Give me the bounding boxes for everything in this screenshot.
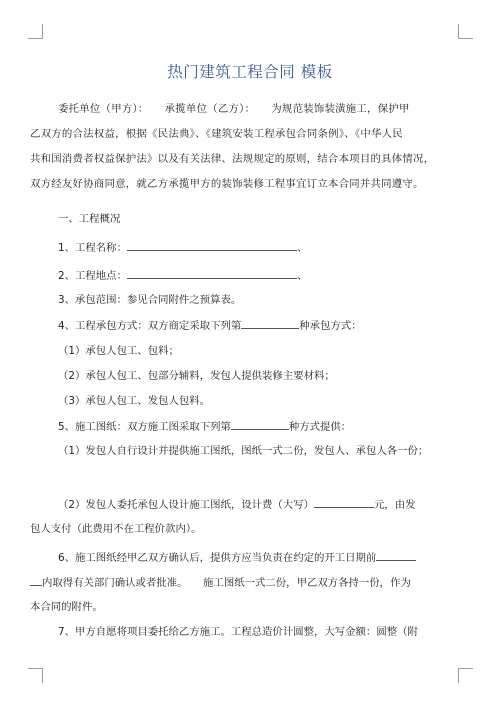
option-drawings-1: （1）发包人自行设计并提供施工图纸，图纸一式二份，发包人、承包人各一份； — [58, 445, 429, 457]
clause-text: 内取得有关部门确认或者批准。 施工图纸一式二份，甲乙双方各持一份，作为 — [42, 577, 411, 589]
option-drawings-2 — [58, 497, 416, 512]
clause-suffix: 种方式提供： — [288, 421, 352, 433]
clause-project-location — [58, 268, 307, 283]
clause-drawings — [58, 419, 351, 434]
section-heading-project-overview: 一、工程概况 — [58, 213, 121, 225]
fill-blank-drawing-method[interactable] — [231, 419, 289, 430]
paragraph-preamble-line-1: 委托单位（甲方）： 承揽单位（乙方）： 为规范装饰装潢施工，保护甲 — [58, 103, 410, 115]
option-method-2: （2）承包人包工、包部分辅料，发包人提供装修主要材料； — [58, 370, 335, 382]
clause-contract-scope: 3、承包范围：参见合同附件之预算表。 — [58, 294, 242, 306]
clause-suffix: 、 — [296, 242, 308, 254]
clause-label: 5、施工图纸：双方施工图采取下列第 — [58, 421, 231, 433]
fill-blank-project-location[interactable] — [127, 268, 297, 279]
clause-suffix: 、 — [296, 270, 308, 282]
clause-suffix: 种承包方式： — [299, 320, 362, 332]
crop-mark-bottom-left — [28, 668, 43, 683]
option-method-1: （1）承包人包工、包料； — [58, 345, 179, 357]
fill-blank-design-fee[interactable] — [314, 497, 374, 508]
clause-label: 1、工程名称： — [58, 242, 127, 254]
fill-blank-contract-method[interactable] — [241, 318, 299, 329]
clause-contract-method — [58, 318, 362, 333]
document-title: 热门建筑工程合同 模板 — [167, 63, 333, 81]
option-drawings-2-continued: 包人支付（此费用不在工程价款内）。 — [30, 523, 202, 535]
clause-drawing-approval — [58, 550, 416, 565]
paragraph-preamble-line-2: 乙双方的合法权益，根据《民法典》、《建筑安装工程承包合同条例》、《中华人民 — [30, 128, 403, 140]
fill-blank-approval-deadline-end[interactable] — [30, 575, 42, 586]
crop-mark-top-right — [458, 24, 473, 39]
paragraph-preamble-line-3: 共和国消费者权益保护法》以及有关法律、法规规定的原则，结合本项目的具体情况， — [30, 153, 435, 165]
fill-blank-project-name[interactable] — [127, 240, 297, 251]
clause-project-name — [58, 240, 307, 255]
crop-mark-top-left — [28, 24, 43, 39]
crop-mark-bottom-right — [458, 668, 473, 683]
clause-total-cost: 7、甲方自愿将项目委托给乙方施工。工程总造价计圆整，大写金额：圆整（附 — [58, 626, 418, 638]
clause-drawing-approval-continued — [30, 575, 411, 590]
clause-drawing-approval-end: 本合同的附件。 — [30, 601, 103, 613]
clause-label: 4、工程承包方式：双方商定采取下列第 — [58, 320, 242, 332]
clause-suffix: 元，由发 — [373, 499, 416, 511]
fill-blank-approval-deadline[interactable] — [376, 550, 416, 561]
paragraph-preamble-line-4: 双方经友好协商同意，就乙方承揽甲方的装饰装修工程事宜订立本合同并共同遵守。 — [30, 178, 424, 190]
clause-label: 2、工程地点： — [58, 270, 127, 282]
clause-label: 6、施工图纸经甲乙双方确认后，提供方应当负责在约定的开工日期前 — [58, 552, 377, 564]
clause-label: （2）发包人委托承包人设计施工图纸，设计费（大写） — [58, 499, 314, 511]
option-method-3: （3）承包人包工、发包人包料。 — [58, 395, 211, 407]
